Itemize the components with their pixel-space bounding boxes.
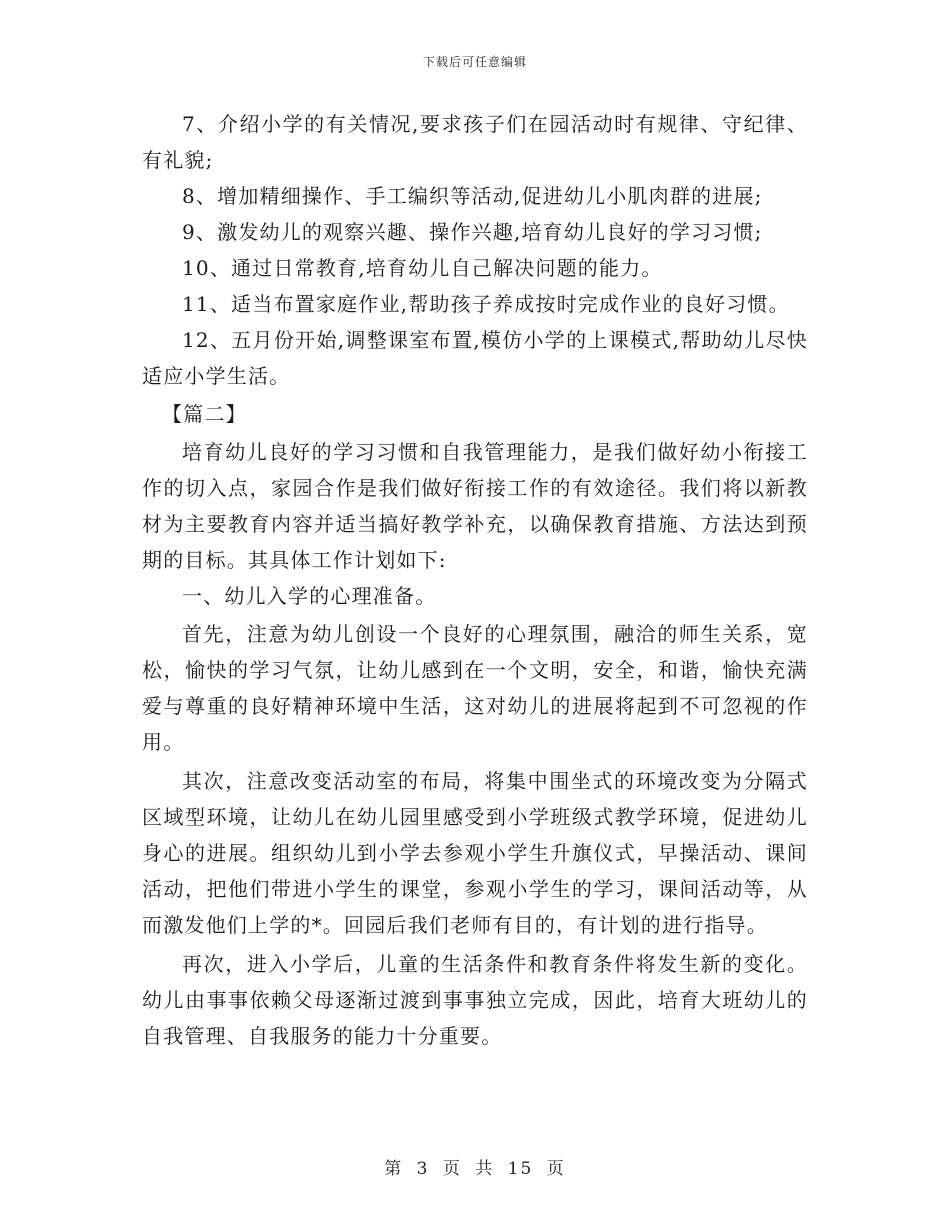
section-title: 【篇二】 <box>162 402 247 426</box>
paragraph-item-12: 12、五月份开始,调整课室布置,模仿小学的上课模式,帮助幼儿尽快适应小学生活。 <box>142 328 808 388</box>
paragraph-item-8: 8、增加精细操作、手工编织等活动,促进幼儿小肌肉群的进展; <box>182 184 763 208</box>
paragraph-third: 再次，进入小学后，儿童的生活条件和教育条件将发生新的变化。幼儿由事事依赖父母逐渐过渡到事事独立完成，因此，培育大班幼儿的自我管理、自我服务的能力十分重要。 <box>142 952 808 1048</box>
intro-paragraph: 培育幼儿良好的学习习惯和自我管理能力，是我们做好幼小衔接工作的切入点，家园合作是我们做好衔接工作的有效途径。我们将以新教材为主要教育内容并适当搞好教学补充，以确保教育措施、方法达到预期的目标。其具体工作计划如下: <box>142 440 808 572</box>
subsection-heading: 一、幼儿入学的心理准备。 <box>182 584 437 608</box>
header-note: 下载后可任意编辑 <box>422 55 527 69</box>
paragraph-item-9: 9、激发幼儿的观察兴趣、操作兴趣,培育幼儿良好的学习习惯; <box>182 220 763 244</box>
paragraph-item-7: 7、介绍小学的有关情况,要求孩子们在园活动时有规律、守纪律、有礼貌; <box>142 112 808 172</box>
paragraph-item-10: 10、通过日常教育,培育幼儿自己解决问题的能力。 <box>182 256 663 280</box>
page-number: 第 3 页 共 15 页 <box>384 1159 566 1179</box>
paragraph-second: 其次，注意改变活动室的布局，将集中围坐式的环境改变为分隔式区域型环境，让幼儿在幼儿园里感受到小学班级式教学环境，促进幼儿身心的进展。组织幼儿到小学去参观小学生升旗仪式，早操活动、课间活动，把他们带进小学生的课堂，参观小学生的学习，课间活动等，从而激发他们上学的*。回园后我们老师有目的，有计划的进行指导。 <box>142 769 808 937</box>
paragraph-item-11: 11、适当布置家庭作业,帮助孩子养成按时完成作业的良好习惯。 <box>182 292 790 316</box>
paragraph-first: 首先，注意为幼儿创设一个良好的心理氛围，融洽的师生关系，宽松，愉快的学习气氛，让幼儿感到在一个文明，安全，和谐，愉快充满爱与尊重的良好精神环境中生活，这对幼儿的进展将起到不可忽视的作用。 <box>142 622 808 754</box>
document-body <box>142 106 808 1054</box>
